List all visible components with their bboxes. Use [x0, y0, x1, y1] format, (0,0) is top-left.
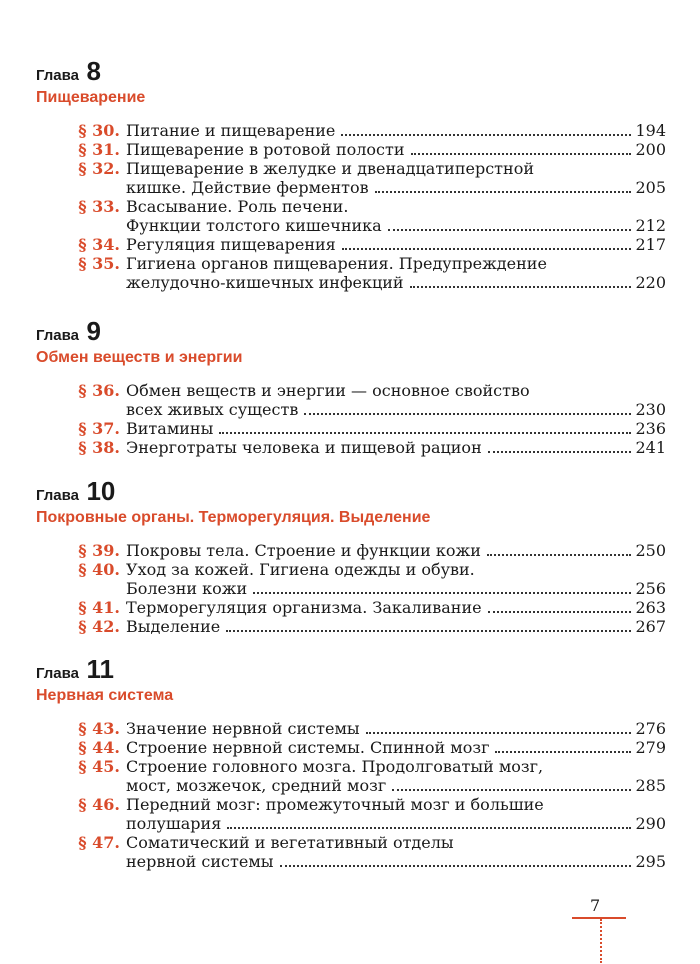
section-number: § 35. — [78, 254, 120, 273]
entry-title-line: Строение головного мозга. Продолговатый мозг, — [126, 757, 544, 776]
section-number: § 39. — [78, 541, 120, 560]
chapter-number: 10 — [86, 476, 116, 506]
entry-title: всех живых существ — [126, 400, 299, 419]
chapter-heading — [36, 318, 636, 344]
chapter-title: Обмен веществ и энергии — [36, 349, 243, 366]
entry-page: 279 — [635, 738, 666, 757]
section-number: § 34. — [78, 235, 120, 254]
entry-page: 263 — [635, 598, 666, 617]
section-number: § 47. — [78, 833, 120, 852]
chapter-10 — [36, 476, 666, 636]
entry-title: Энерготраты человека и пищевой рацион — [126, 438, 482, 457]
section-number: § 30. — [78, 121, 120, 140]
dot-leader — [495, 751, 631, 753]
dot-leader — [219, 432, 631, 434]
dot-leader — [226, 630, 631, 632]
dot-leader — [341, 134, 631, 136]
dot-leader — [411, 153, 632, 155]
entry-list — [72, 541, 666, 636]
section-number: § 32. — [78, 159, 120, 178]
section-number: § 37. — [78, 419, 120, 438]
entry-title: Витамины — [126, 419, 214, 438]
toc-entry[interactable] — [72, 541, 666, 560]
entry-title-line: Обмен веществ и энергии — основное свойство — [126, 381, 530, 400]
entry-page: 290 — [635, 814, 666, 833]
entry-title-line: Гигиена органов пищеварения. Предупреждение — [126, 254, 547, 273]
toc-entry[interactable] — [72, 159, 666, 197]
chapter-heading — [36, 58, 636, 84]
toc-entry[interactable] — [72, 419, 666, 438]
entry-title: желудочно-кишечных инфекций — [126, 273, 404, 292]
dot-leader — [280, 865, 632, 867]
toc-entry[interactable] — [72, 795, 666, 833]
section-number: § 40. — [78, 560, 120, 579]
toc-entry[interactable] — [72, 197, 666, 235]
dot-leader — [227, 827, 631, 829]
page-number: 7 — [590, 896, 601, 915]
toc-entry[interactable] — [72, 560, 666, 598]
dot-leader — [375, 191, 632, 193]
toc-entry[interactable] — [72, 738, 666, 757]
entry-page: 241 — [635, 438, 666, 457]
chapter-number: 9 — [86, 316, 101, 346]
section-number: § 42. — [78, 617, 120, 636]
entry-title: Питание и пищеварение — [126, 121, 336, 140]
entry-title: мост, мозжечок, средний мозг — [126, 776, 387, 795]
entry-page: 256 — [635, 579, 666, 598]
entry-title: Покровы тела. Строение и функции кожи — [126, 541, 481, 560]
entry-page: 220 — [635, 273, 666, 292]
toc-entry[interactable] — [72, 833, 666, 871]
chapter-label: Глава — [36, 665, 79, 682]
entry-list — [72, 719, 666, 871]
page-number-rule — [572, 917, 626, 919]
dot-leader — [366, 732, 632, 734]
entry-title: Строение нервной системы. Спинной мозг — [126, 738, 490, 757]
dot-leader — [388, 229, 632, 231]
entry-page: 230 — [635, 400, 666, 419]
entry-title: Терморегуляция организма. Закаливание — [126, 598, 482, 617]
toc-entry[interactable] — [72, 598, 666, 617]
entry-list — [72, 121, 666, 292]
chapter-title: Покровные органы. Терморегуляция. Выделение — [36, 509, 431, 526]
chapter-number: 8 — [86, 56, 101, 86]
dot-leader — [488, 451, 632, 453]
entry-title: Значение нервной системы — [126, 719, 360, 738]
toc-entry[interactable] — [72, 757, 666, 795]
entry-page: 200 — [635, 140, 666, 159]
section-number: § 33. — [78, 197, 120, 216]
section-number: § 36. — [78, 381, 120, 400]
section-number: § 43. — [78, 719, 120, 738]
page-edge-dotted-line — [600, 919, 602, 963]
dot-leader — [410, 286, 632, 288]
dot-leader — [253, 592, 631, 594]
toc-entry[interactable] — [72, 140, 666, 159]
section-number: § 41. — [78, 598, 120, 617]
entry-title: нервной системы — [126, 852, 274, 871]
entry-title: кишке. Действие ферментов — [126, 178, 369, 197]
entry-title-line: Передний мозг: промежуточный мозг и большие — [126, 795, 544, 814]
section-number: § 44. — [78, 738, 120, 757]
entry-page: 267 — [635, 617, 666, 636]
entry-title-line: Соматический и вегетативный отделы — [126, 833, 454, 852]
dot-leader — [342, 248, 632, 250]
toc-entry[interactable] — [72, 381, 666, 419]
chapter-heading — [36, 656, 636, 682]
chapter-number: 11 — [86, 654, 114, 684]
entry-page: 217 — [635, 235, 666, 254]
dot-leader — [487, 554, 632, 556]
entry-title-line: Всасывание. Роль печени. — [126, 197, 349, 216]
entry-page: 250 — [635, 541, 666, 560]
toc-entry[interactable] — [72, 719, 666, 738]
entry-page: 205 — [635, 178, 666, 197]
entry-title: Функции толстого кишечника — [126, 216, 382, 235]
entry-title: Пищеварение в ротовой полости — [126, 140, 405, 159]
entry-title: Регуляция пищеварения — [126, 235, 336, 254]
entry-page: 276 — [635, 719, 666, 738]
section-number: § 45. — [78, 757, 120, 776]
chapter-label: Глава — [36, 487, 79, 504]
dot-leader — [488, 611, 632, 613]
chapter-9 — [36, 316, 666, 457]
entry-list — [72, 381, 666, 457]
entry-page: 295 — [635, 852, 666, 871]
section-number: § 38. — [78, 438, 120, 457]
toc-entry[interactable] — [72, 438, 666, 457]
chapter-title: Нервная система — [36, 687, 174, 704]
toc-entry[interactable] — [72, 235, 666, 254]
entry-page: 194 — [635, 121, 666, 140]
entry-title: полушария — [126, 814, 222, 833]
chapter-8 — [36, 56, 666, 292]
dot-leader — [392, 789, 631, 791]
chapter-label: Глава — [36, 67, 79, 84]
entry-page: 212 — [635, 216, 666, 235]
entry-title: Болезни кожи — [126, 579, 248, 598]
toc-entry[interactable] — [72, 617, 666, 636]
section-number: § 31. — [78, 140, 120, 159]
dot-leader — [304, 413, 631, 415]
chapter-11 — [36, 654, 666, 871]
chapter-title: Пищеварение — [36, 89, 146, 106]
chapter-heading — [36, 478, 636, 504]
section-number: § 46. — [78, 795, 120, 814]
entry-title-line: Пищеварение в желудке и двенадцатиперстной — [126, 159, 534, 178]
toc-entry[interactable] — [72, 254, 666, 292]
entry-page: 236 — [635, 419, 666, 438]
entry-title-line: Уход за кожей. Гигиена одежды и обуви. — [126, 560, 475, 579]
chapter-label: Глава — [36, 327, 79, 344]
entry-page: 285 — [635, 776, 666, 795]
entry-title: Выделение — [126, 617, 221, 636]
toc-entry[interactable] — [72, 121, 666, 140]
